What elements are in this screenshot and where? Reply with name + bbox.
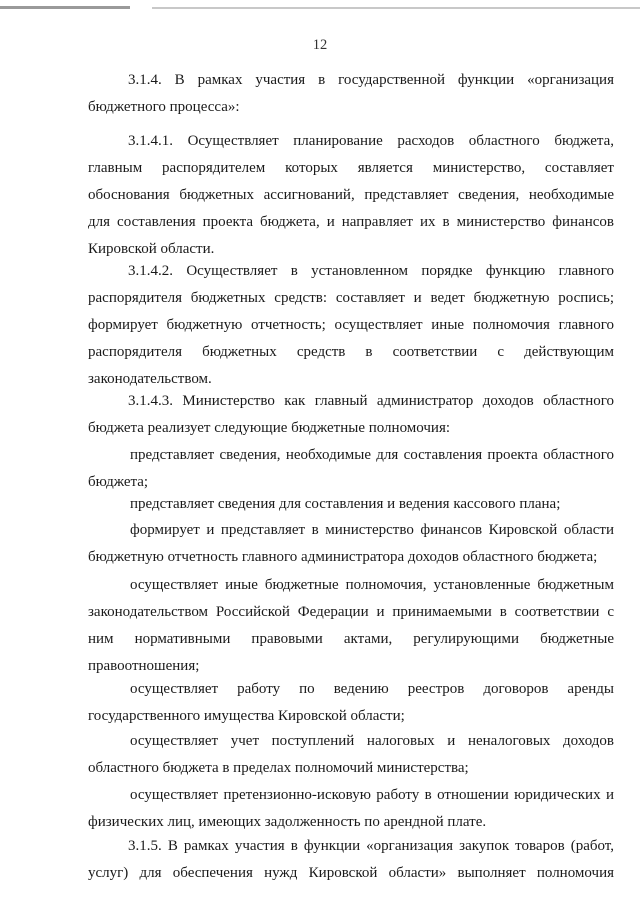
text-line: формирует бюджетную отчетность; осуществляет иные полномочия главного xyxy=(88,317,614,333)
scan-edge-line xyxy=(152,7,640,9)
text-line: правоотношения; xyxy=(88,658,200,674)
text-line: законодательством. xyxy=(88,371,212,387)
text-line: бюджетного процесса»: xyxy=(88,99,240,115)
text-line: осуществляет иные бюджетные полномочия, установленные бюджетным xyxy=(130,577,614,593)
text-line: 3.1.4. В рамках участия в государственной функции «организация xyxy=(128,72,614,88)
text-line: осуществляет учет поступлений налоговых и неналоговых доходов xyxy=(130,733,614,749)
text-line: распорядителя бюджетных средств в соответствии с действующим xyxy=(88,344,614,360)
text-line: 3.1.5. В рамках участия в функции «организация закупок товаров (работ, xyxy=(128,838,614,854)
text-line: формирует и представляет в министерство финансов Кировской области xyxy=(130,522,614,538)
text-line: 3.1.4.2. Осуществляет в установленном порядке функцию главного xyxy=(128,263,614,279)
text-line: государственного имущества Кировской области; xyxy=(88,708,405,724)
text-line: ним нормативными правовыми актами, регулирующими бюджетные xyxy=(88,631,614,647)
text-line: бюджетную отчетность главного администратора доходов областного бюджета; xyxy=(88,549,598,565)
text-line: областного бюджета в пределах полномочий министерства; xyxy=(88,760,469,776)
text-line: Кировской области. xyxy=(88,241,215,257)
text-line: физических лиц, имеющих задолженность по арендной плате. xyxy=(88,814,487,830)
text-line: представляет сведения, необходимые для составления проекта областного xyxy=(130,447,614,463)
text-line: услуг) для обеспечения нужд Кировской области» выполняет полномочия xyxy=(88,865,614,881)
text-line: обоснования бюджетных ассигнований, представляет сведения, необходимые xyxy=(88,187,614,203)
text-line: представляет сведения для составления и ведения кассового плана; xyxy=(130,496,561,512)
text-line: главным распорядителем которых является министерство, составляет xyxy=(88,160,614,176)
text-line: осуществляет работу по ведению реестров договоров аренды xyxy=(130,681,614,697)
page-number: 12 xyxy=(312,37,328,53)
text-line: бюджета реализует следующие бюджетные полномочия: xyxy=(88,420,451,436)
text-line: распорядителя бюджетных средств: составляет и ведет бюджетную роспись; xyxy=(88,290,614,306)
text-line: для составления проекта бюджета, и направляет их в министерство финансов xyxy=(88,214,614,230)
scan-edge-line xyxy=(0,6,130,9)
text-line: осуществляет претензионно-исковую работу в отношении юридических и xyxy=(130,787,614,803)
text-line: бюджета; xyxy=(88,474,149,490)
text-line: 3.1.4.1. Осуществляет планирование расходов областного бюджета, xyxy=(128,133,614,149)
text-line: законодательством Российской Федерации и принимаемыми в соответствии с xyxy=(88,604,614,620)
text-line: 3.1.4.3. Министерство как главный администратор доходов областного xyxy=(128,393,614,409)
